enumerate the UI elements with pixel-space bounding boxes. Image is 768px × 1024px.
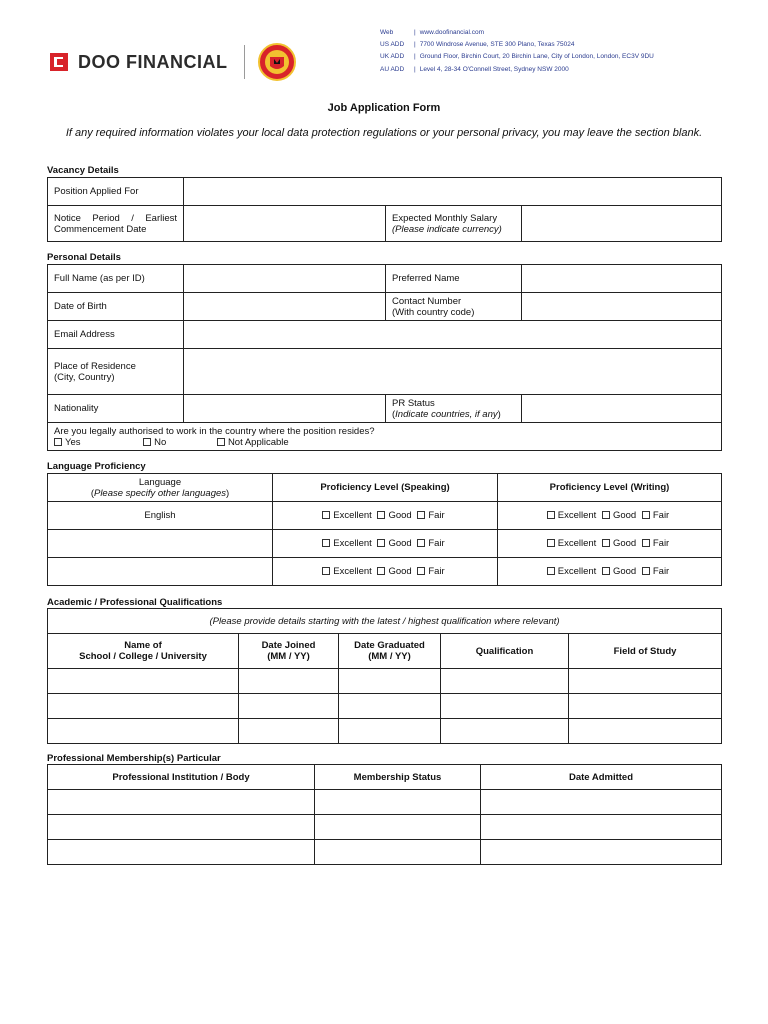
language-name-cell[interactable] (48, 558, 273, 586)
section-label-membership: Professional Membership(s) Particular (47, 753, 221, 764)
work-authorisation-question: Are you legally authorised to work in the country where the position resides? (54, 425, 375, 437)
checkbox-icon[interactable] (642, 511, 650, 519)
col-header-membership-status: Membership Status (315, 765, 481, 790)
school-header-line1: Name of (124, 640, 162, 651)
table-cell[interactable] (481, 840, 722, 865)
checkbox-icon[interactable] (602, 539, 610, 547)
table-cell[interactable] (239, 669, 339, 694)
salary-hint: (Please indicate currency) (392, 223, 502, 235)
section-label-personal: Personal Details (47, 252, 121, 263)
graduated-header-line1: Date Graduated (354, 640, 425, 651)
contact-number-text: Contact Number (392, 295, 462, 307)
club-crest-icon (257, 42, 297, 82)
option-good[interactable]: Good (377, 566, 411, 577)
speaking-options (273, 558, 498, 586)
language-name-cell[interactable]: English (48, 502, 273, 530)
col-header-writing: Proficiency Level (Writing) (498, 474, 722, 502)
checkbox-icon[interactable] (642, 539, 650, 547)
label-preferred-name: Preferred Name (386, 265, 522, 293)
table-row (48, 815, 722, 840)
col-header-date-graduated (339, 634, 441, 669)
table-cell[interactable] (441, 719, 569, 744)
pr-status-hint: (Indicate countries, if any) (392, 408, 501, 420)
table-row (48, 719, 722, 744)
option-good[interactable]: Good (602, 566, 636, 577)
joined-header-line1: Date Joined (261, 640, 316, 651)
checkbox-icon[interactable] (547, 539, 555, 547)
letterhead (0, 0, 768, 90)
label-dob: Date of Birth (48, 293, 184, 321)
salary-input[interactable] (522, 206, 722, 242)
logo-divider (244, 45, 245, 79)
table-cell[interactable] (339, 694, 441, 719)
checkbox-icon[interactable] (217, 438, 225, 446)
nationality-input[interactable] (184, 395, 386, 423)
company-logo (50, 42, 297, 82)
contact-number-input[interactable] (522, 293, 722, 321)
contact-label: AU ADD (380, 65, 405, 73)
writing-options (498, 558, 722, 586)
pr-status-input[interactable] (522, 395, 722, 423)
contact-row-us: US ADD | 7700 Windrose Avenue, STE 300 Plano, Texas 75024 (380, 39, 654, 51)
table-cell[interactable] (339, 669, 441, 694)
col-header-date-admitted: Date Admitted (481, 765, 722, 790)
academic-note: (Please provide details starting with the latest / highest qualification where relevant) (48, 609, 722, 634)
table-row (48, 790, 722, 815)
speaking-options (273, 530, 498, 558)
table-cell[interactable] (481, 815, 722, 840)
option-good[interactable]: Good (602, 510, 636, 521)
label-position: Position Applied For (48, 178, 184, 206)
vacancy-table (47, 177, 722, 242)
website-link[interactable]: www.doofinancial.com (419, 29, 485, 36)
table-cell[interactable] (239, 719, 339, 744)
col-header-field: Field of Study (569, 634, 722, 669)
col-header-speaking: Proficiency Level (Speaking) (273, 474, 498, 502)
writing-options (498, 502, 722, 530)
school-header-line2: School / College / University (79, 651, 207, 662)
table-row (48, 530, 722, 558)
option-excellent[interactable]: Excellent (322, 510, 372, 521)
option-fair[interactable]: Fair (642, 510, 669, 521)
position-input[interactable] (184, 178, 722, 206)
checkbox-icon[interactable] (322, 567, 330, 575)
table-cell[interactable] (315, 815, 481, 840)
contact-value: Ground Floor, Birchin Court, 20 Birchin Lane, City of London, London, EC3V 9DU (419, 53, 654, 61)
table-cell[interactable] (569, 669, 722, 694)
checkbox-icon[interactable] (602, 511, 610, 519)
membership-table (47, 764, 722, 865)
label-salary (386, 206, 522, 242)
checkbox-icon[interactable] (322, 539, 330, 547)
section-label-vacancy: Vacancy Details (47, 165, 119, 176)
option-excellent[interactable]: Excellent (322, 538, 372, 549)
contact-row-web: Web | www.doofinancial.com (380, 27, 654, 39)
option-good[interactable]: Good (602, 538, 636, 549)
table-cell[interactable] (481, 790, 722, 815)
contact-value: Level 4, 28-34 O'Connell Street, Sydney NSW 2000 (419, 65, 569, 73)
contact-row-uk: UK ADD | Ground Floor, Birchin Court, 20 Birchin Lane, City of London, London, EC3V 9DU (380, 51, 654, 63)
table-cell[interactable] (239, 694, 339, 719)
checkbox-icon[interactable] (417, 511, 425, 519)
checkbox-icon[interactable] (602, 567, 610, 575)
table-cell[interactable] (569, 694, 722, 719)
auth-option-na[interactable]: Not Applicable (217, 437, 289, 448)
col-header-language (48, 474, 273, 502)
option-excellent[interactable]: Excellent (547, 510, 597, 521)
doo-logo-icon (50, 51, 72, 73)
table-row (48, 558, 722, 586)
table-cell[interactable] (315, 790, 481, 815)
option-excellent[interactable]: Excellent (547, 566, 597, 577)
checkbox-icon[interactable] (377, 511, 385, 519)
writing-options (498, 530, 722, 558)
table-row (48, 502, 722, 530)
option-good[interactable]: Good (377, 538, 411, 549)
checkbox-icon[interactable] (54, 438, 62, 446)
section-label-academic: Academic / Professional Qualifications (47, 597, 223, 608)
option-fair[interactable]: Fair (417, 538, 444, 549)
table-row (48, 840, 722, 865)
work-authorisation-row (48, 423, 722, 451)
label-contact-number (386, 293, 522, 321)
contact-row-au: AU ADD | Level 4, 28-34 O'Connell Street, Sydney NSW 2000 (380, 64, 654, 76)
dob-input[interactable] (184, 293, 386, 321)
academic-table (47, 608, 722, 744)
option-fair[interactable]: Fair (642, 538, 669, 549)
language-header-text: Language (138, 476, 182, 488)
col-header-institution: Professional Institution / Body (48, 765, 315, 790)
table-row (48, 694, 722, 719)
section-label-language: Language Proficiency (47, 461, 146, 472)
contact-label: UK ADD (380, 53, 405, 61)
residence-text: Place of Residence (54, 360, 136, 372)
option-excellent[interactable]: Excellent (547, 538, 597, 549)
auth-option-no[interactable]: No (143, 437, 166, 448)
language-name-cell[interactable] (48, 530, 273, 558)
notice-period-input[interactable] (184, 206, 386, 242)
contact-value: 7700 Windrose Avenue, STE 300 Plano, Texas 75024 (419, 41, 575, 49)
contact-block (380, 27, 654, 76)
checkbox-icon[interactable] (547, 511, 555, 519)
full-name-input[interactable] (184, 265, 386, 293)
privacy-notice: If any required information violates your local data protection regulations or your personal privacy, you may leave the section blank. (65, 127, 703, 139)
graduated-header-line2: (MM / YY) (368, 651, 411, 662)
table-cell[interactable] (48, 669, 239, 694)
checkbox-icon[interactable] (377, 567, 385, 575)
auth-option-yes[interactable]: Yes (54, 437, 81, 448)
option-fair[interactable]: Fair (417, 510, 444, 521)
language-header-hint: (Please specify other languages) (90, 487, 230, 499)
contact-label: Web (380, 29, 394, 36)
table-cell[interactable] (48, 694, 239, 719)
checkbox-icon[interactable] (377, 539, 385, 547)
checkbox-icon[interactable] (143, 438, 151, 446)
option-good[interactable]: Good (377, 510, 411, 521)
table-cell[interactable] (48, 815, 315, 840)
checkbox-icon[interactable] (642, 567, 650, 575)
residence-hint: (City, Country) (54, 371, 115, 383)
pr-status-text: PR Status (392, 397, 435, 409)
table-cell[interactable] (441, 694, 569, 719)
salary-label-text: Expected Monthly Salary (392, 212, 498, 224)
residence-input[interactable] (184, 349, 722, 395)
language-table (47, 473, 722, 586)
contact-number-hint: (With country code) (392, 306, 475, 318)
label-nationality: Nationality (48, 395, 184, 423)
option-fair[interactable]: Fair (417, 566, 444, 577)
checkbox-icon[interactable] (417, 567, 425, 575)
table-cell[interactable] (48, 719, 239, 744)
preferred-name-input[interactable] (522, 265, 722, 293)
email-input[interactable] (184, 321, 722, 349)
table-row (48, 669, 722, 694)
table-cell[interactable] (48, 790, 315, 815)
table-cell[interactable] (315, 840, 481, 865)
speaking-options (273, 502, 498, 530)
label-email: Email Address (48, 321, 184, 349)
col-header-school (48, 634, 239, 669)
option-excellent[interactable]: Excellent (322, 566, 372, 577)
col-header-date-joined (239, 634, 339, 669)
checkbox-icon[interactable] (322, 511, 330, 519)
brand-name: DOO FINANCIAL (78, 51, 228, 72)
label-notice-period: Notice Period / Earliest Commencement Date (48, 206, 184, 242)
label-residence (48, 349, 184, 395)
form-title: Job Application Form (327, 102, 441, 114)
table-cell[interactable] (48, 840, 315, 865)
checkbox-icon[interactable] (417, 539, 425, 547)
work-authorisation-options (54, 437, 715, 448)
joined-header-line2: (MM / YY) (267, 651, 310, 662)
label-full-name: Full Name (as per ID) (48, 265, 184, 293)
contact-label: US ADD (380, 41, 405, 49)
option-fair[interactable]: Fair (642, 566, 669, 577)
personal-table (47, 264, 722, 451)
checkbox-icon[interactable] (547, 567, 555, 575)
table-cell[interactable] (441, 669, 569, 694)
table-cell[interactable] (339, 719, 441, 744)
col-header-qualification: Qualification (441, 634, 569, 669)
label-pr-status (386, 395, 522, 423)
table-cell[interactable] (569, 719, 722, 744)
